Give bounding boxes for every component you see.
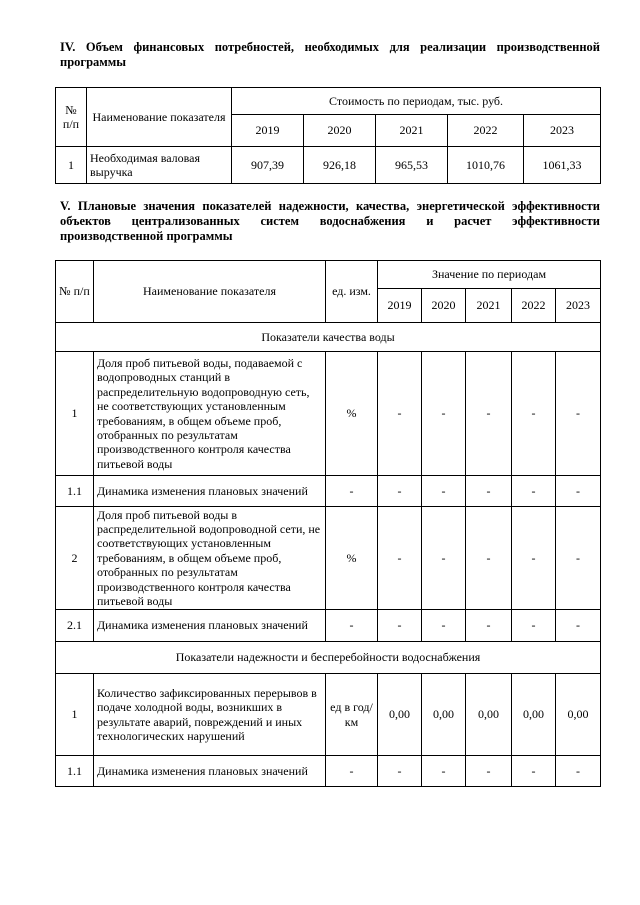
row-value: - (466, 756, 512, 787)
row-value: 907,39 (232, 147, 304, 184)
row-value: - (512, 610, 556, 642)
row-value: - (378, 476, 422, 507)
row-num: 1 (56, 147, 87, 184)
header-year: 2023 (556, 289, 601, 323)
row-value: - (556, 756, 601, 787)
row-value: - (556, 476, 601, 507)
row-value: 0,00 (556, 674, 601, 756)
row-value: - (556, 352, 601, 476)
row-name: Необходимая валовая выручка (87, 147, 232, 184)
row-num: 1 (56, 674, 94, 756)
section-4-heading-line1: IV. Объем финансовых потребностей, необходимых для реализации производственной (60, 40, 600, 54)
row-value: - (556, 507, 601, 610)
group-title-reliability: Показатели надежности и бесперебойности водоснабжения (56, 642, 601, 674)
row-unit: ед в год/ км (326, 674, 378, 756)
row-value: 0,00 (378, 674, 422, 756)
row-value: 0,00 (422, 674, 466, 756)
row-value: - (556, 610, 601, 642)
header-name: Наименование показателя (94, 261, 326, 323)
row-name: Динамика изменения плановых значений (94, 476, 326, 507)
row-num: 1 (56, 352, 94, 476)
header-num: № п/п (56, 261, 94, 323)
row-unit: - (326, 756, 378, 787)
row-value: - (512, 476, 556, 507)
header-unit: ед. изм. (326, 261, 378, 323)
row-value: - (512, 756, 556, 787)
header-year: 2022 (448, 115, 524, 147)
header-year: 2023 (524, 115, 601, 147)
header-period: Значение по периодам (378, 261, 601, 289)
row-unit: - (326, 476, 378, 507)
section-5-heading-line2: объектов централизованных систем водоснабжения и расчет эффективности (60, 214, 600, 228)
row-value: - (378, 352, 422, 476)
row-value: 965,53 (376, 147, 448, 184)
financial-needs-table (55, 87, 601, 184)
row-name: Количество зафиксированных перерывов в подаче холодной воды, возникших в результате аварий, повреждений и иных технологических нарушений (94, 674, 326, 756)
row-value: - (378, 507, 422, 610)
header-year: 2021 (466, 289, 512, 323)
row-value: - (422, 756, 466, 787)
row-name: Динамика изменения плановых значений (94, 610, 326, 642)
section-5-heading-line1: V. Плановые значения показателей надежности, качества, энергетической эффективности (60, 199, 600, 213)
section-4-heading (60, 40, 600, 70)
section-4-heading-line2: программы (60, 55, 127, 69)
row-value: - (466, 507, 512, 610)
table-row (56, 147, 601, 184)
header-year: 2019 (232, 115, 304, 147)
table-row (56, 610, 601, 642)
section-5-heading-line3: производственной программы (60, 229, 233, 243)
header-year: 2021 (376, 115, 448, 147)
header-num: № п/п (56, 88, 87, 147)
row-value: 1061,33 (524, 147, 601, 184)
row-value: - (466, 476, 512, 507)
row-value: 0,00 (466, 674, 512, 756)
row-value: 1010,76 (448, 147, 524, 184)
header-name: Наименование показателя (87, 88, 232, 147)
row-value: - (466, 352, 512, 476)
row-unit: % (326, 507, 378, 610)
row-name: Динамика изменения плановых значений (94, 756, 326, 787)
table-row (56, 756, 601, 787)
row-value: - (422, 507, 466, 610)
row-value: - (422, 610, 466, 642)
row-num: 1.1 (56, 476, 94, 507)
table-row (56, 674, 601, 756)
header-period: Стоимость по периодам, тыс. руб. (232, 88, 601, 115)
row-name: Доля проб питьевой воды, подаваемой с водопроводных станций в распределительную водопроводную сеть, не соответствующих установленным требованиям, в общем объеме проб, отобранных по результатам производственного контроля качества питьевой воды (94, 352, 326, 476)
row-value: 0,00 (512, 674, 556, 756)
header-year: 2019 (378, 289, 422, 323)
group-title-quality: Показатели качества воды (56, 323, 601, 352)
row-value: - (466, 610, 512, 642)
table-row (56, 507, 601, 610)
table-row (56, 476, 601, 507)
row-value: - (422, 352, 466, 476)
indicators-table (55, 260, 601, 787)
header-year: 2022 (512, 289, 556, 323)
row-num: 1.1 (56, 756, 94, 787)
row-value: - (378, 756, 422, 787)
header-year: 2020 (422, 289, 466, 323)
table-row (56, 352, 601, 476)
header-year: 2020 (304, 115, 376, 147)
row-value: - (422, 476, 466, 507)
row-name: Доля проб питьевой воды в распределительной водопроводной сети, не соответствующих установленным требованиям, в общем объеме проб, отобранных по результатам производственного контроля качества питьевой воды (94, 507, 326, 610)
row-value: - (378, 610, 422, 642)
row-value: - (512, 352, 556, 476)
row-value: - (512, 507, 556, 610)
row-num: 2.1 (56, 610, 94, 642)
row-value: 926,18 (304, 147, 376, 184)
row-num: 2 (56, 507, 94, 610)
section-5-heading (60, 199, 600, 244)
row-unit: - (326, 610, 378, 642)
row-unit: % (326, 352, 378, 476)
